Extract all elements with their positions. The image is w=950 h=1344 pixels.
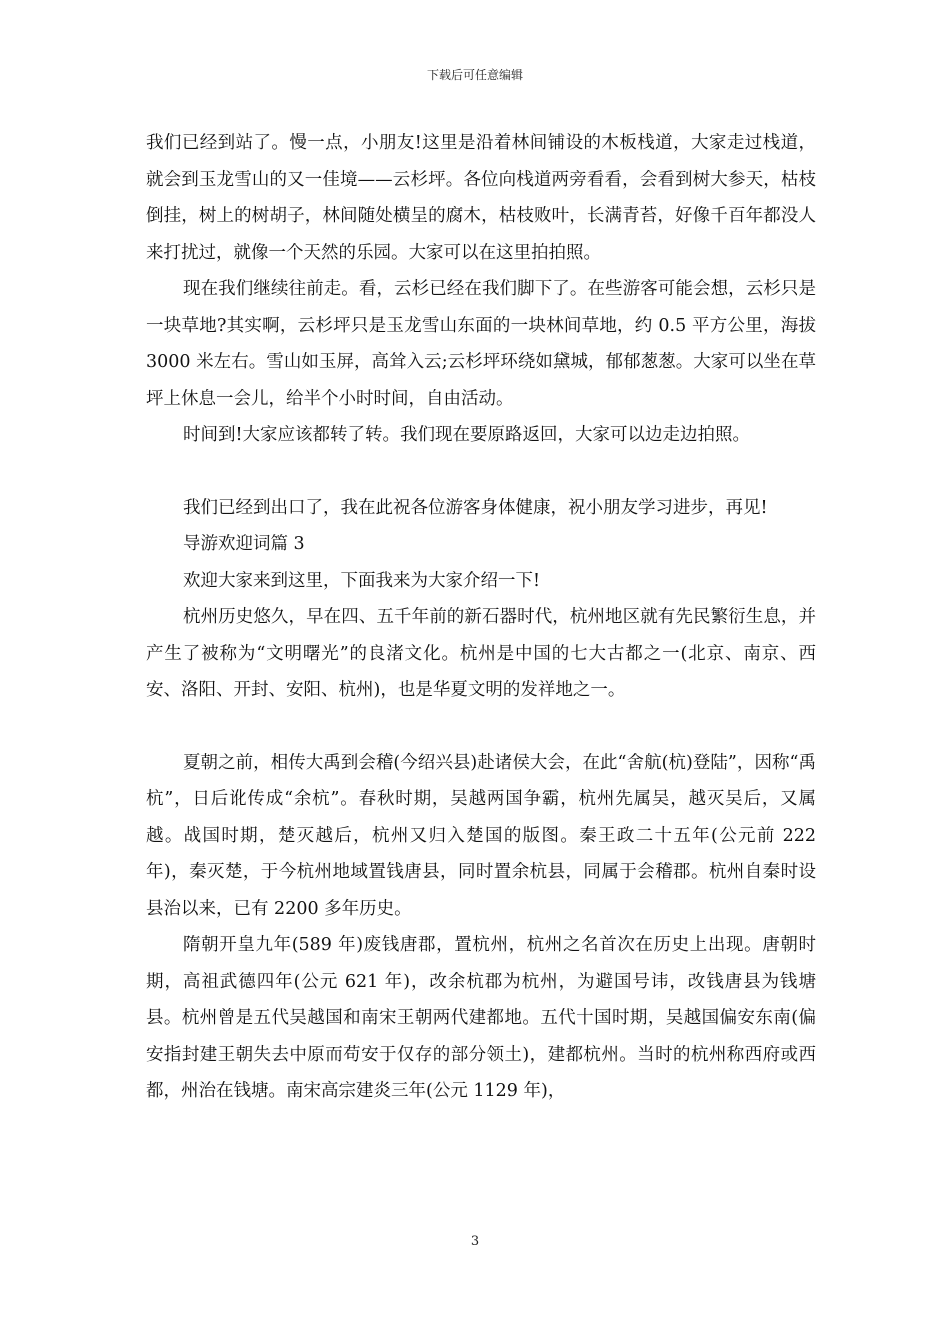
document-body xyxy=(146,125,816,1110)
paragraph-welcome: 欢迎大家来到这里，下面我来为大家介绍一下! xyxy=(183,570,541,591)
paragraph-farewell: 我们已经到出口了，我在此祝各位游客身体健康，祝小朋友学习进步，再见! xyxy=(183,497,768,518)
paragraph-time-up: 时间到!大家应该都转了转。我们现在要原路返回，大家可以边走边拍照。 xyxy=(183,425,751,445)
paragraph-hangzhou-history: 杭州历史悠久，早在四、五千年前的新石器时代，杭州地区就有先民繁衍生息，并产生了被称为“文明曙光”的良渚文化。杭州是中国的七大古都之一(北京、南京、西安、洛阳、开封、安阳、杭州)，也是华夏文明的发祥地之一。 xyxy=(146,607,816,700)
page-number: 3 xyxy=(470,1234,480,1249)
paragraph-sui-dynasty: 隋朝开皇九年(589 年)废钱唐郡，置杭州，杭州之名首次在历史上出现。唐朝时期，高祖武德四年(公元 621 年)，改余杭郡为杭州，为避国号讳，改钱唐县为钱塘县。杭州曾是五代吴越国和南宋王朝两代建都地。五代十国时期，吴越国偏安东南(偏安指封建王朝失去中原而苟安于仅存的部分领土)，建都杭州。当时的杭州称西府或西都，州治在钱塘。南宋高宗建炎三年(公元 1129 年)， xyxy=(146,935,816,1101)
paragraph-spacer xyxy=(146,709,816,745)
paragraph-yunshanping-arrival: 我们已经到站了。慢一点，小朋友!这里是沿着林间铺设的木板栈道，大家走过栈道，就会到玉龙雪山的又一佳境——云杉坪。各位向栈道两旁看看，会看到树大参天，枯枝倒挂，树上的树胡子，林间随处横呈的腐木，枯枝败叶，长满青苔，好像千百年都没人来打扰过，就像一个天然的乐园。大家可以在这里拍拍照。 xyxy=(146,133,816,263)
page-header: 下载后可任意编辑 xyxy=(426,68,523,82)
paragraph-yunshanping-meadow: 现在我们继续往前走。看，云杉已经在我们脚下了。在些游客可能会想，云杉只是一块草地?其实啊，云杉坪只是玉龙雪山东面的一块林间草地，约 0.5 平方公里，海拔 3000 米左右。雪山如玉屏，高耸入云;云杉坪环绕如黛城，郁郁葱葱。大家可以坐在草坪上休息一会儿，给半个小时时间，自由活动。 xyxy=(146,279,816,409)
paragraph-xia-dynasty: 夏朝之前，相传大禹到会稽(今绍兴县)赴诸侯大会，在此“舍航(杭)登陆”，因称“禹杭”，日后讹传成“余杭”。春秋时期，吴越两国争霸，杭州先属吴，越灭吴后，又属越。战国时期，楚灭越后，杭州又归入楚国的版图。秦王政二十五年(公元前 222 年)，秦灭楚，于今杭州地域置钱唐县，同时置余杭县，同属于会稽郡。杭州自秦时设县治以来，已有 2200 多年历史。 xyxy=(146,752,816,919)
paragraph-spacer xyxy=(146,454,816,490)
section-heading: 导游欢迎词篇 3 xyxy=(183,534,305,554)
